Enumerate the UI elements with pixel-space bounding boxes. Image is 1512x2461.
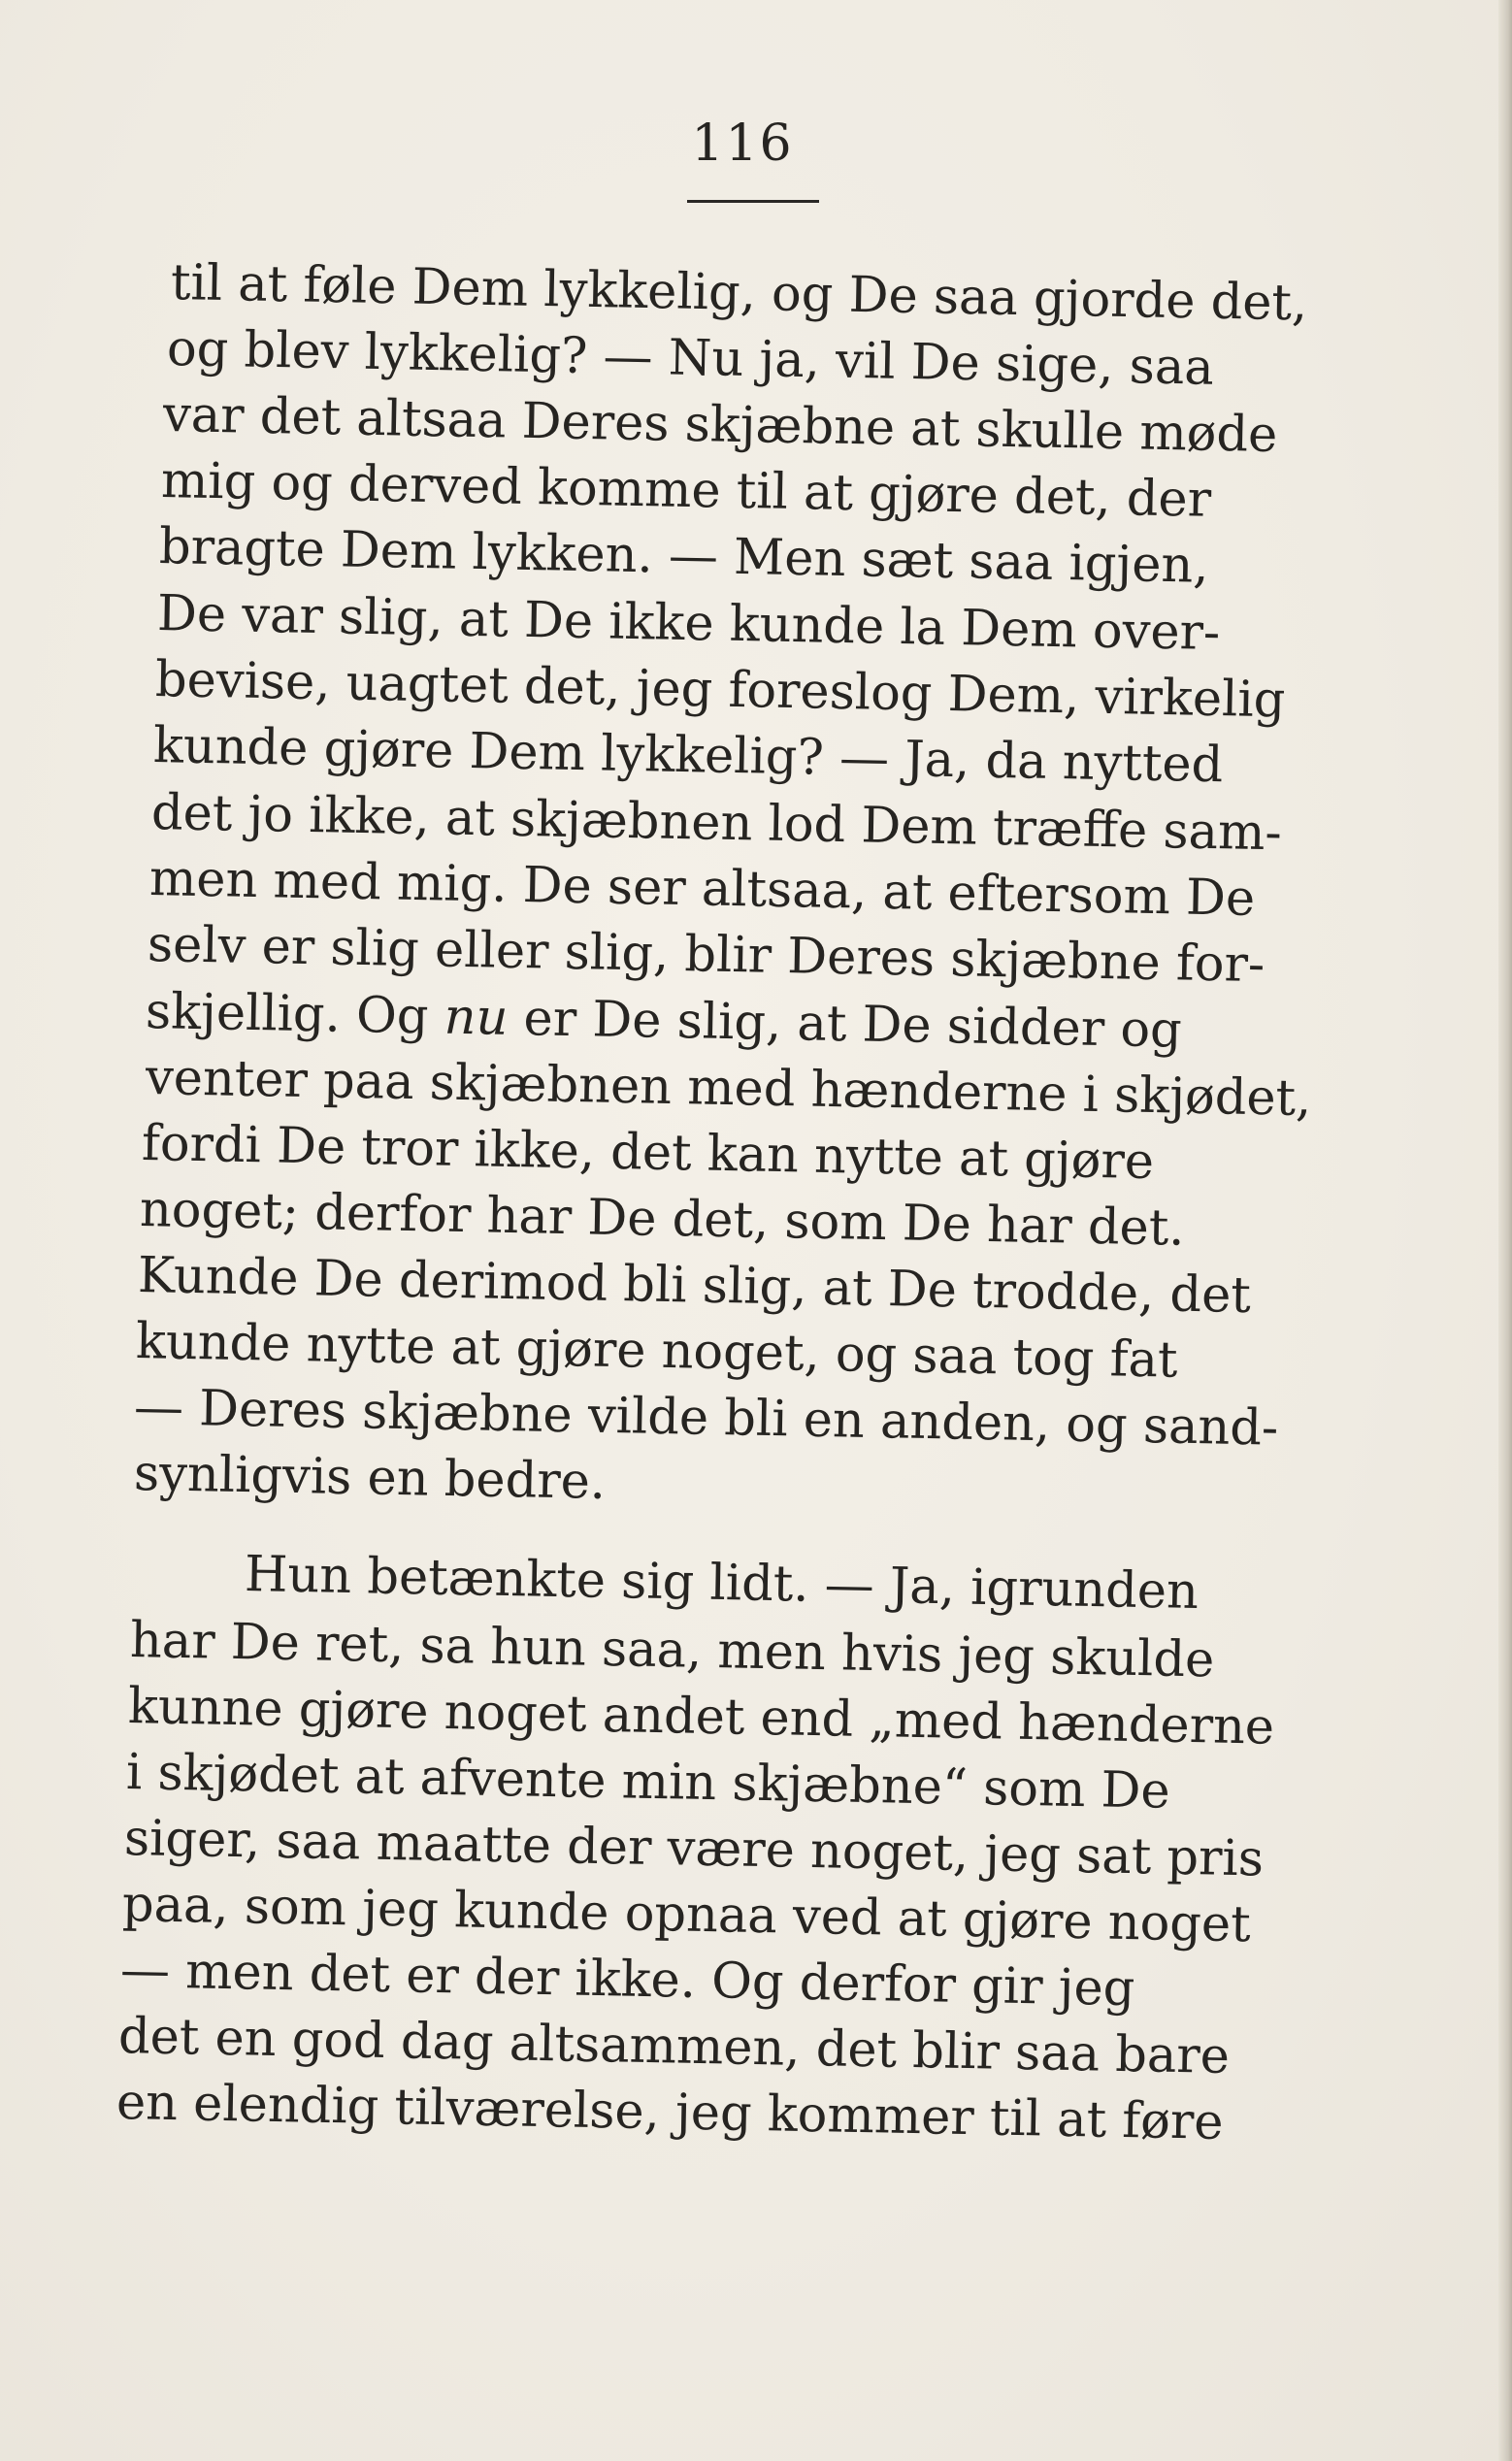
text-line: Hun betænkte sig lidt. — Ja, igrunden <box>244 1546 1200 1622</box>
text-line: og blev lykkelig? — Nu ja, vil De sige, saa <box>166 320 1215 397</box>
text-line: synligvis en bedre. <box>133 1445 607 1511</box>
text-line: siger, saa maatte der være noget, jeg sat pris <box>123 1810 1265 1888</box>
text-line: noget; derfor har De det, som De har det. <box>139 1181 1186 1258</box>
text-line: Kunde De derimod bli slig, at De trodde, det <box>137 1247 1252 1326</box>
text-line: fordi De tror ikke, det kan nytte at gjøre <box>141 1115 1155 1192</box>
text-line: kunne gjøre noget andet end „med hænderne <box>127 1678 1275 1756</box>
text-line: De var slig, at De ikke kunde la Dem over- <box>156 585 1221 663</box>
text-line: paa, som jeg kunde opnaa ved at gjøre noget <box>121 1876 1252 1954</box>
text-line: — Deres skjæbne vilde bli en anden, og sand- <box>133 1379 1279 1458</box>
text-line: en elendig tilværelse, jeg kommer til at føre <box>115 2074 1224 2151</box>
text-line: mig og derved komme til at gjøre det, der <box>160 452 1212 529</box>
text-line: bevise, uagtet det, jeg foreslog Dem, virkelig <box>154 651 1286 730</box>
text-line: til at føle Dem lykkelig, og De saa gjorde det, <box>170 254 1308 333</box>
text-line: det jo ikke, at skjæbnen lod Dem træffe sam- <box>150 784 1283 863</box>
text-line: kunde gjøre Dem lykkelig? — Ja, da nytted <box>152 717 1224 795</box>
text-line: i skjødet at afvente min skjæbne“ som De <box>125 1744 1171 1821</box>
text-line: kunde nytte at gjøre noget, og saa tog fat <box>135 1313 1178 1390</box>
text-line: — men det er der ikke. Og derfor gir jeg <box>119 1942 1135 2018</box>
text-line: men med mig. De ser altsaa, at eftersom De <box>148 850 1256 928</box>
text-line: skjellig. Og nu er De slig, at De sidder og <box>145 983 1183 1060</box>
text-line: selv er slig eller slig, blir Deres skjæbne for- <box>147 916 1265 995</box>
emphasis-text: nu <box>444 988 509 1047</box>
text-line: det en god dag altsammen, det blir saa bare <box>117 2008 1231 2085</box>
text-line: var det altsaa Deres skjæbne at skulle møde <box>162 386 1278 465</box>
page-number: 116 <box>691 115 794 173</box>
text-line: har De ret, sa hun saa, men hvis jeg skulde <box>129 1612 1215 1690</box>
text-line: bragte Dem lykken. — Men sæt saa igjen, <box>158 518 1210 595</box>
text-line: venter paa skjæbnen med hænderne i skjødet, <box>145 1049 1312 1129</box>
